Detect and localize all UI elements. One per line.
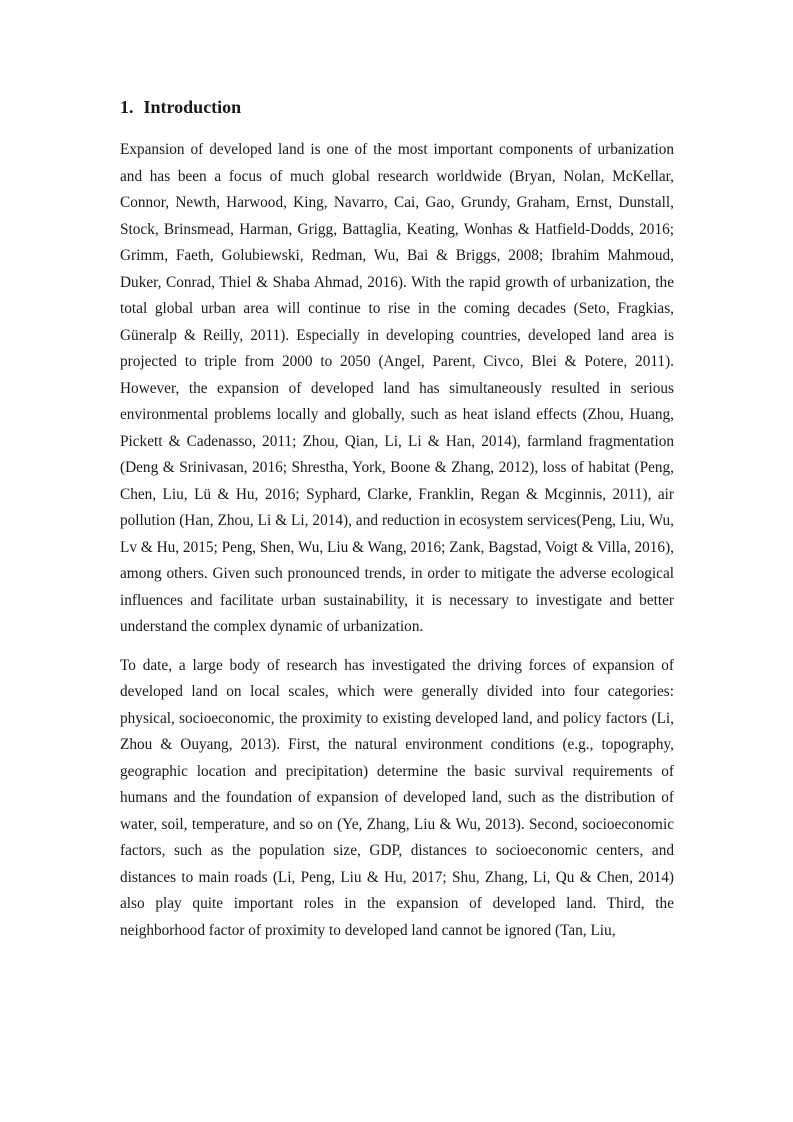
paragraph-2: To date, a large body of research has investigated the driving forces of expansion of developed land on local scales, which were generally divided into four categories: physical, socioeconomic, the proximity to existing developed land, and policy factors (Li, Zhou & Ouyang, 2013). First, the natural environment conditions (e.g., topography, geographic location and precipitation) determine the basic survival requirements of humans and the foundation of expansion of developed land, such as the distribution of water, soil, temperature, and so on (Ye, Zhang, Liu & Wu, 2013). Second, socioeconomic factors, such as the population size, GDP, distances to socioeconomic centers, and distances to main roads (Li, Peng, Liu & Hu, 2017; Shu, Zhang, Li, Qu & Chen, 2014) also play quite important roles in the expansion of developed land. Third, the neighborhood factor of proximity to developed land cannot be ignored (Tan, Liu, [120,656,674,939]
paragraph-1: Expansion of developed land is one of the most important components of urbanization and has been a focus of much global research worldwide (Bryan, Nolan, McKellar, Connor, Newth, Harwood, King, Navarro, Cai, Gao, Grundy, Graham, Ernst, Dunstall, Stock, Brinsmead, Harman, Grigg, Battaglia, Keating, Wonhas & Hatfield-Dodds, 2016; Grimm, Faeth, Golubiewski, Redman, Wu, Bai & Briggs, 2008; Ibrahim Mahmoud, Duker, Conrad, Thiel & Shaba Ahmad, 2016). With the rapid growth of urbanization, the total global urban area will continue to rise in the coming decades (Seto, Fragkias, Güneralp & Reilly, 2011). Especially in developing countries, developed land area is projected to triple from 2000 to 2050 (Angel, Parent, Civco, Blei & Potere, 2011). However, the expansion of developed land has simultaneously resulted in serious environmental problems locally and globally, such as heat island effects (Zhou, Huang, Pickett & Cadenasso, 2011; Zhou, Qian, Li, Li & Han, 2014), farmland fragmentation (Deng & Srinivasan, 2016; Shrestha, York, Boone & Zhang, 2012), loss of habitat (Peng, Chen, Liu, Lü & Hu, 2016; Syphard, Clarke, Franklin, Regan & Mcginnis, 2011), air pollution (Han, Zhou, Li & Li, 2014), and reduction in ecosystem services(Peng, Liu, Wu, Lv & Hu, 2015; Peng, Shen, Wu, Liu & Wang, 2016; Zank, Bagstad, Voigt & Villa, 2016), among others. Given such pronounced trends, in order to mitigate the adverse ecological influences and facilitate urban sustainability, it is necessary to investigate and better understand the complex dynamic of urbanization. [120,141,674,635]
section-heading [120,93,674,121]
page-body [120,93,674,956]
section-title: Introduction [143,97,242,117]
section-number: 1. [120,97,134,117]
